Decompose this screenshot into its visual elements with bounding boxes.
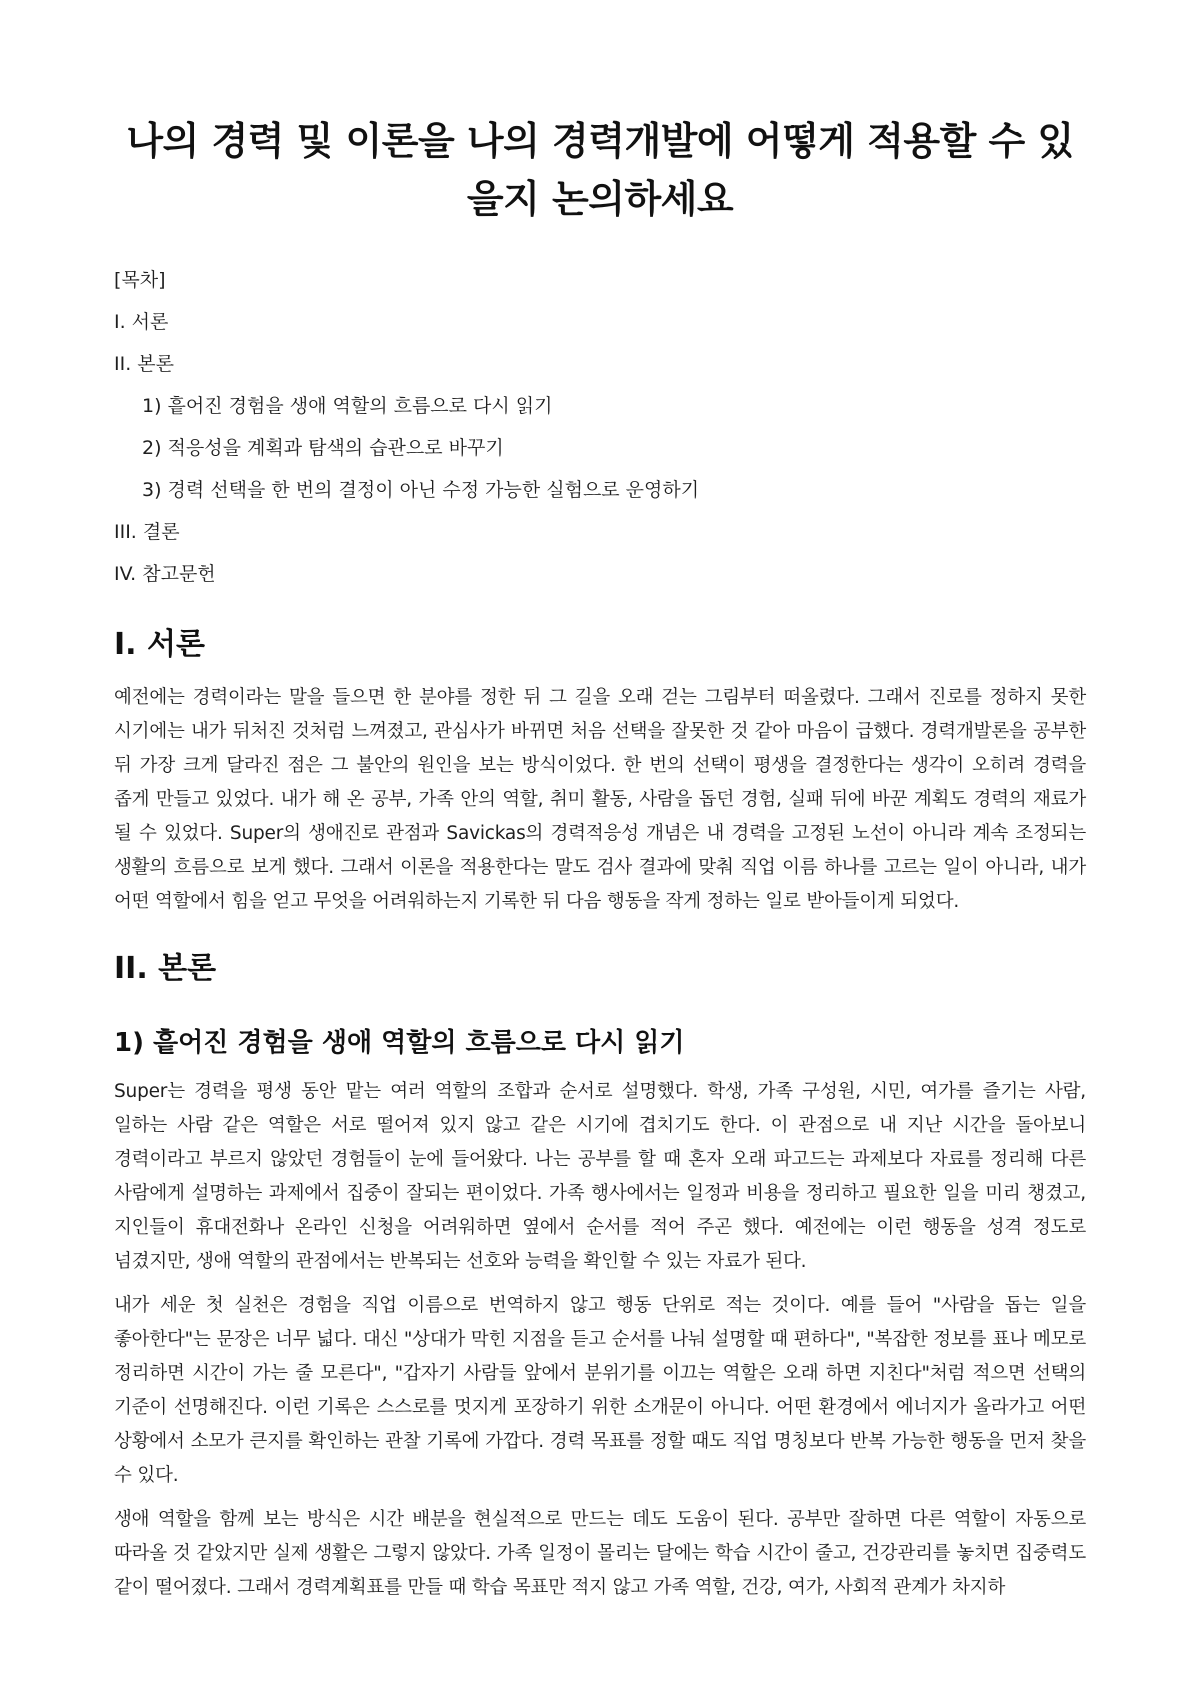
toc-item-conclusion: III. 결론: [114, 521, 180, 543]
toc-item-body-sub3: 3) 경력 선택을 한 번의 결정이 아닌 수정 가능한 실험으로 운영하기: [142, 479, 700, 501]
toc-item-body-sub2: 2) 적응성을 계획과 탐색의 습관으로 바꾸기: [142, 437, 504, 459]
toc-item-body: II. 본론: [114, 353, 174, 375]
body-heading: II. 본론: [114, 951, 217, 986]
intro-paragraph: 예전에는 경력이라는 말을 들으면 한 분야를 정한 뒤 그 길을 오래 걷는 그림부터 떠올렸다. 그래서 진로를 정하지 못한 시기에는 내가 뒤처진 것처럼 느껴졌고, 관심사가 바뀌면 처음 선택을 잘못한 것 같아 마음이 급했다. 경력개발론을 공부한 뒤 가장 크게 달라진 점은 그 불안의 원인을 보는 방식이었다. 한 번의 선택이 평생을 결정한다는 생각이 오히려 경력을 좁게 만들고 있었다. 내가 해 온 공부, 가족 안의 역할, 취미 활동, 사람을 돕던 경험, 실패 뒤에 바꾼 계획도 경력의 재료가 될 수 있었다. Super의 생애진로 관점과 Savickas의 경력적응성 개념은 내 경력을 고정된 노선이 아니라 계속 조정되는 생활의 흐름으로 보게 했다. 그래서 이론을 적용한다는 말도 검사 결과에 맞춰 직업 이름 하나를 고르는 일이 아니라, 내가 어떤 역할에서 힘을 얻고 무엇을 어려워하는지 기록한 뒤 다음 행동을 작게 정하는 일로 받아들이게 되었다.: [114, 687, 1086, 912]
document-title: 나의 경력 및 이론을 나의 경력개발에 어떻게 적용할 수 있을지 논의하세요: [126, 119, 1074, 221]
toc-label: [목차]: [114, 269, 166, 291]
intro-section: [114, 625, 1086, 919]
intro-heading: I. 서론: [114, 627, 205, 662]
body-sub1-paragraph-1: Super는 경력을 평생 동안 맡는 여러 역할의 조합과 순서로 설명했다. 학생, 가족 구성원, 시민, 여가를 즐기는 사람, 일하는 사람 같은 역할은 서로 떨어져 있지 않고 같은 시기에 겹치기도 한다. 이 관점으로 내 지난 시간을 돌아보니 경력이라고 부르지 않았던 경험들이 눈에 들어왔다. 나는 공부를 할 때 혼자 오래 파고드는 과제보다 자료를 정리해 다른 사람에게 설명하는 과제에서 집중이 잘되는 편이었다. 가족 행사에서는 일정과 비용을 정리하고 필요한 일을 미리 챙겼고, 지인들이 휴대전화나 온라인 신청을 어려워하면 옆에서 순서를 적어 주곤 했다. 예전에는 이런 행동을 성격 정도로 넘겼지만, 생애 역할의 관점에서는 반복되는 선호와 능력을 확인할 수 있는 자료가 된다.: [114, 1081, 1086, 1272]
body-section: [114, 949, 1086, 1605]
body-sub1-paragraph-2: 내가 세운 첫 실천은 경험을 직업 이름으로 번역하지 않고 행동 단위로 적는 것이다. 예를 들어 "사람을 돕는 일을 좋아한다"는 문장은 너무 넓다. 대신 "상대가 막힌 지점을 듣고 순서를 나눠 설명할 때 편하다", "복잡한 정보를 표나 메모로 정리하면 시간이 가는 줄 모른다", "갑자기 사람들 앞에서 분위기를 이끄는 역할은 오래 하면 지친다"처럼 적으면 선택의 기준이 선명해진다. 이런 기록은 스스로를 멋지게 포장하기 위한 소개문이 아니다. 어떤 환경에서 에너지가 올라가고 어떤 상황에서 소모가 큰지를 확인하는 관찰 기록에 가깝다. 경력 목표를 정할 때도 직업 명칭보다 반복 가능한 행동을 먼저 찾을 수 있다.: [114, 1295, 1087, 1486]
body-sub1-heading: 1) 흩어진 경험을 생애 역할의 흐름으로 다시 읽기: [114, 1028, 685, 1058]
table-of-contents: [114, 268, 1086, 587]
toc-item-intro: I. 서론: [114, 311, 169, 333]
body-sub1-paragraph-3: 생애 역할을 함께 보는 방식은 시간 배분을 현실적으로 만드는 데도 도움이 된다. 공부만 잘하면 다른 역할이 자동으로 따라올 것 같았지만 실제 생활은 그렇지 않았다. 가족 일정이 몰리는 달에는 학습 시간이 줄고, 건강관리를 놓치면 집중력도 같이 떨어졌다. 그래서 경력계획표를 만들 때 학습 목표만 적지 않고 가족 역할, 건강, 여가, 사회적 관계가 차지하: [114, 1509, 1086, 1598]
toc-item-references: IV. 참고문헌: [114, 563, 216, 585]
toc-item-body-sub1: 1) 흩어진 경험을 생애 역할의 흐름으로 다시 읽기: [142, 395, 553, 417]
